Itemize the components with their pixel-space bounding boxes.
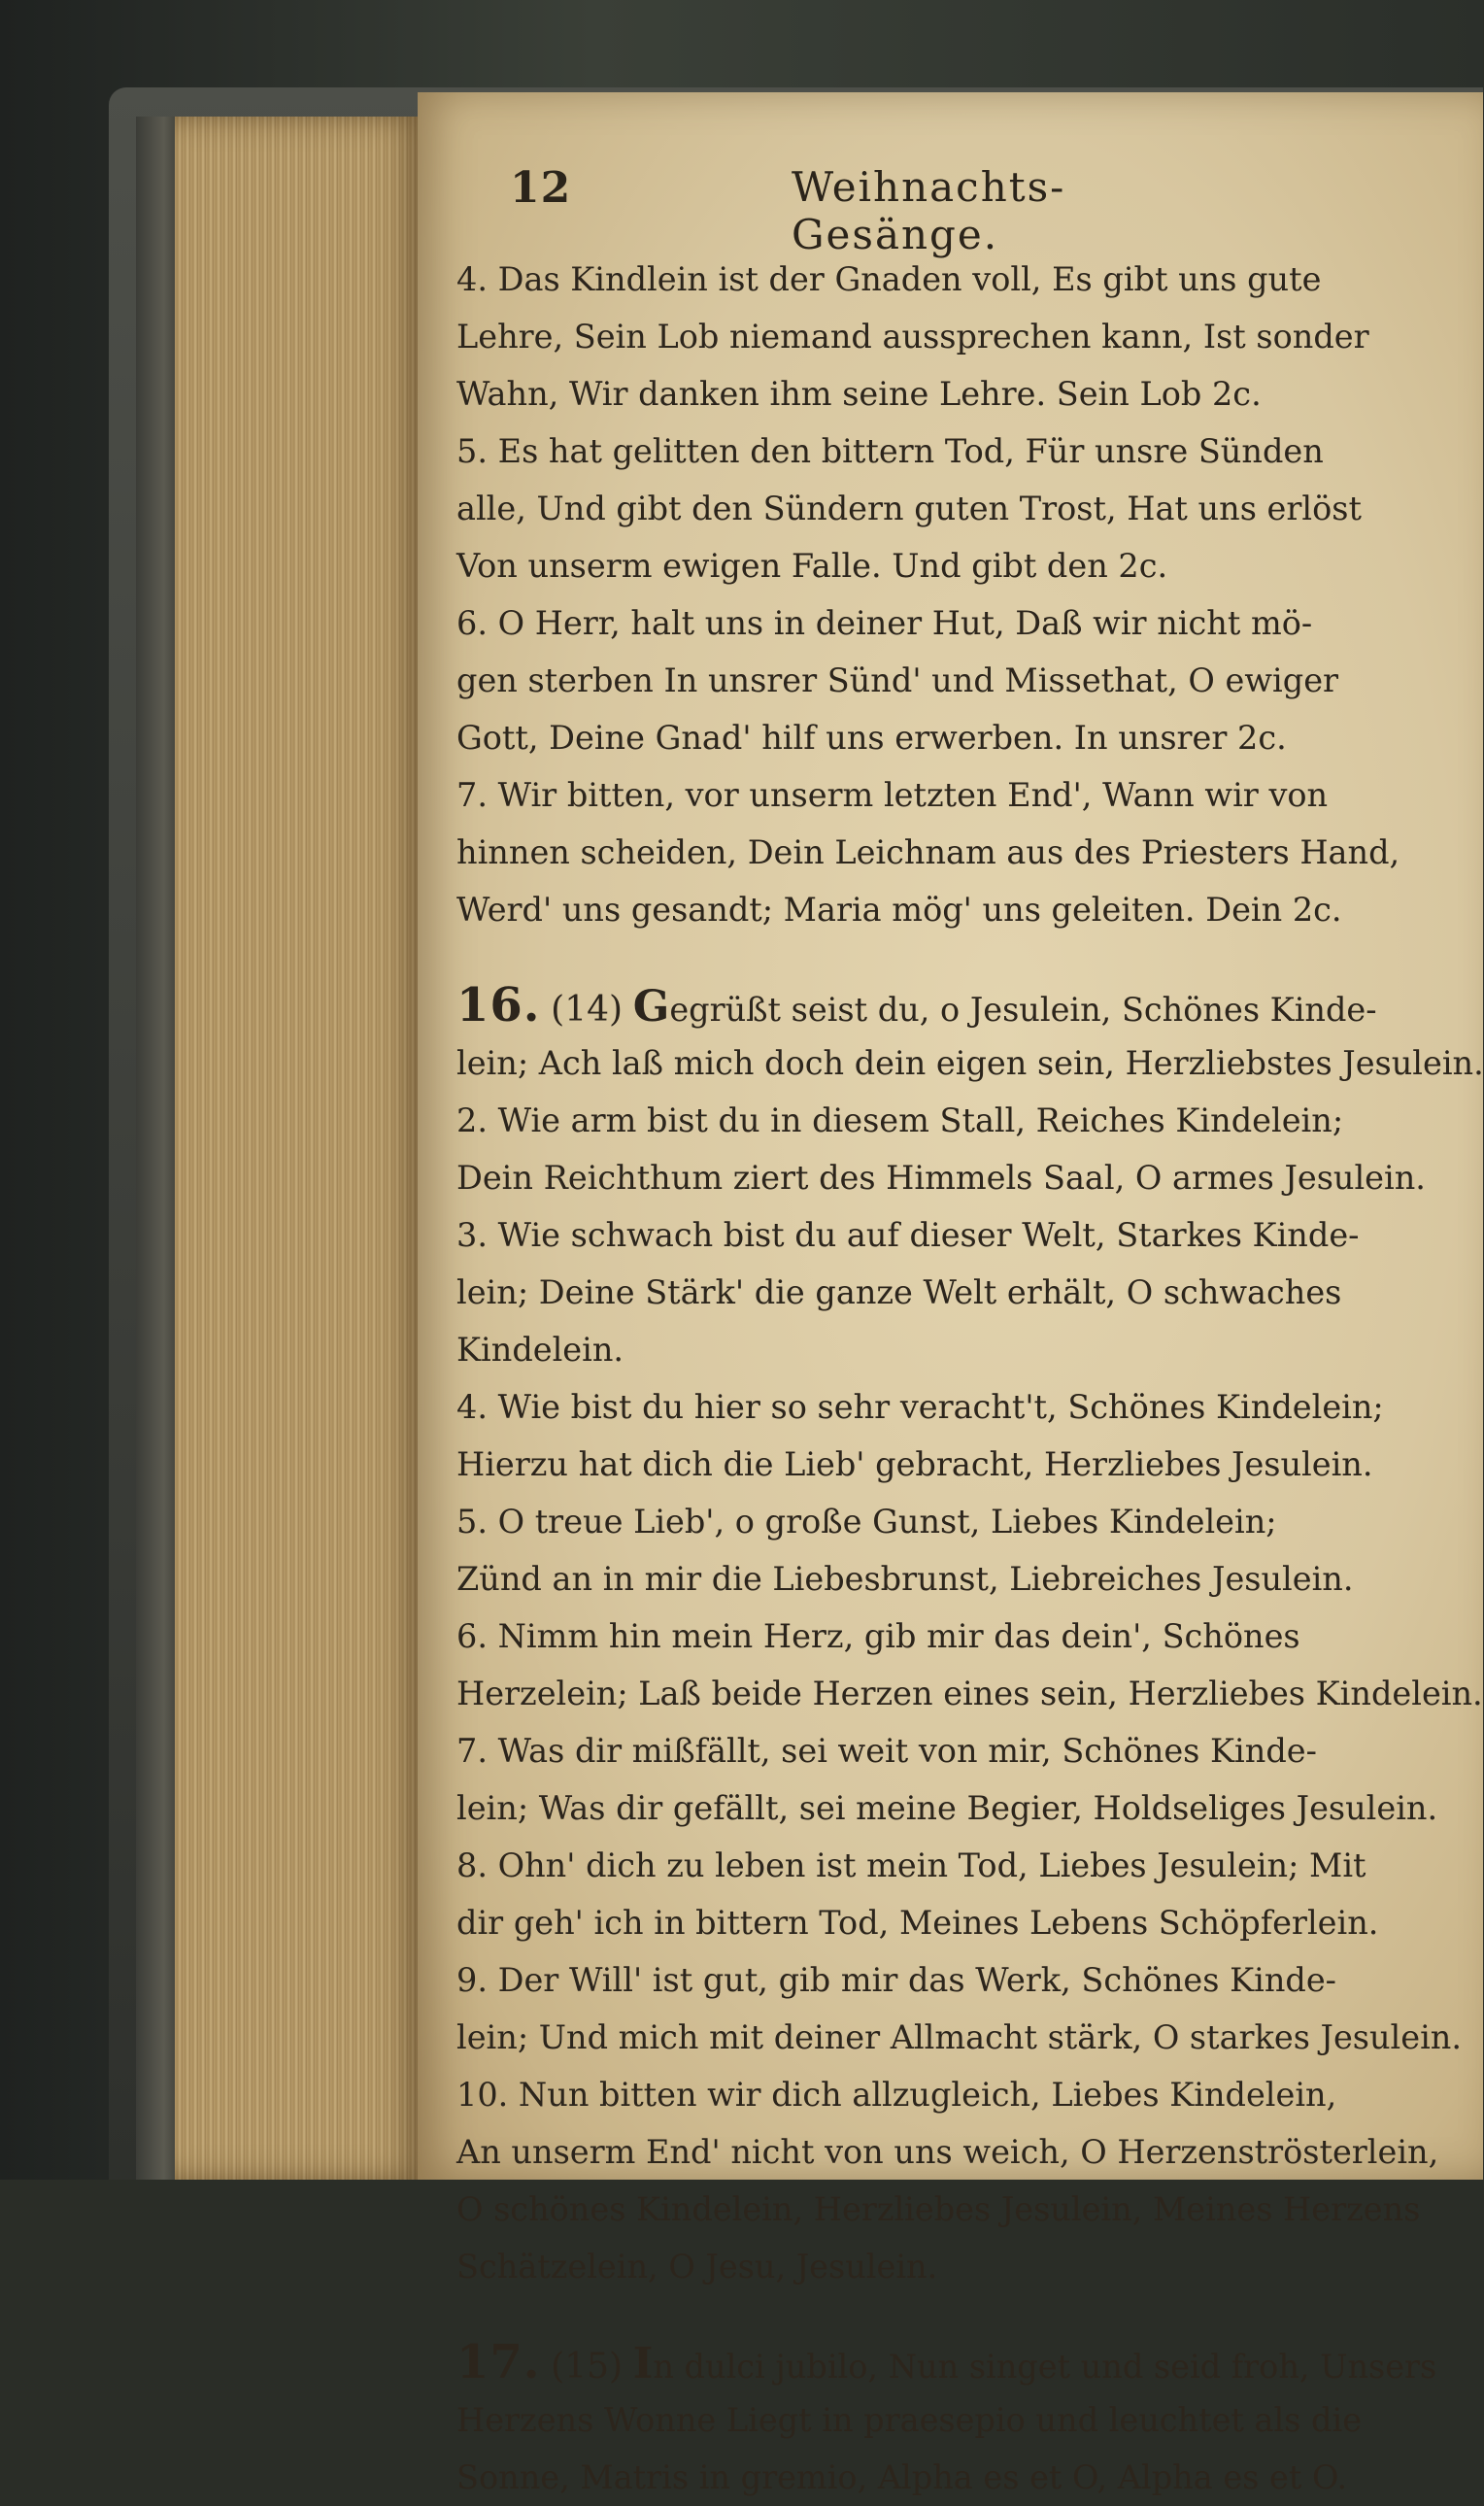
text-line: 5. Es hat gelitten den bittern Tod, Für unsre Sünden — [456, 432, 1324, 470]
text-line: 4. Das Kindlein ist der Gnaden voll, Es gibt uns gute — [456, 260, 1322, 298]
text-line: O schönes Kindelein, Herzliebes Jesulein, Meines Herzens — [456, 2190, 1421, 2228]
text-line: 3. Wie schwach bist du auf dieser Welt, Starkes Kinde- — [456, 1216, 1360, 1254]
running-title: Weihnachts-Gesänge. — [792, 163, 1066, 258]
text-line: Schätzelein, O Jesu, Jesulein. — [456, 2248, 938, 2286]
text-line: Herzelein; Laß beide Herzen eines sein, Herzliebes Kindelein. — [456, 1675, 1483, 1712]
page-edges — [175, 117, 427, 2180]
text-line: Hierzu hat dich die Lieb' gebracht, Herzliebes Jesulein. — [456, 1445, 1373, 1483]
text-line: Lehre, Sein Lob niemand aussprechen kann, Ist sonder — [456, 318, 1369, 356]
text-line: lein; Ach laß mich doch dein eigen sein, Herzliebstes Jesulein. — [456, 1044, 1484, 1082]
text-line: 6. O Herr, halt uns in deiner Hut, Daß wir nicht mö- — [456, 604, 1313, 642]
initial-letter: I — [632, 2339, 654, 2388]
text-line: dir geh' ich in bittern Tod, Meines Lebens Schöpferlein. — [456, 1904, 1379, 1942]
sequence-number: (15) — [551, 2347, 624, 2387]
text-line: 7. Was dir mißfällt, sei weit von mir, Schönes Kinde- — [456, 1732, 1317, 1770]
text-line: 6. Nimm hin mein Herz, gib mir das dein', Schönes — [456, 1617, 1300, 1655]
text-line: hinnen scheiden, Dein Leichnam aus des Priesters Hand, — [456, 833, 1400, 871]
text-line: 5. O treue Lieb', o große Gunst, Liebes Kindelein; — [456, 1503, 1277, 1541]
text-line: gen sterben In unsrer Sünd' und Missethat, O ewiger — [456, 661, 1339, 699]
section-gap — [456, 2295, 1437, 2334]
song-heading-line — [456, 2334, 1437, 2391]
text-line: alle, Und gibt den Sündern guten Trost, Hat uns erlöst — [456, 490, 1362, 527]
text-line: 7. Wir bitten, vor unserm letzten End', Wann wir von — [456, 776, 1329, 814]
song-number: 16. — [456, 978, 541, 1033]
text-line: Werd' uns gesandt; Maria mög' uns geleiten. Dein 2c. — [456, 891, 1342, 929]
text-line: 2. Wie arm bist du in diesem Stall, Reiches Kindelein; — [456, 1101, 1344, 1139]
text-line: An unserm End' nicht von uns weich, O Herzenströsterlein, — [456, 2133, 1439, 2171]
text-line: Von unserm ewigen Falle. Und gibt den 2c. — [456, 547, 1168, 585]
sequence-number: (14) — [551, 990, 624, 1030]
text-line: 9. Der Will' ist gut, gib mir das Werk, Schönes Kinde- — [456, 1961, 1336, 1999]
song-number: 17. — [456, 2335, 541, 2389]
song-17 — [456, 2334, 1437, 2506]
text-line: 4. Wie bist du hier so sehr veracht't, Schönes Kindelein; — [456, 1388, 1384, 1426]
page-header — [510, 163, 1190, 258]
text-line: n dulci jubilo, Nun singet und seid froh, Unsers — [653, 2348, 1437, 2386]
text-line: 10. Nun bitten wir dich allzugleich, Liebes Kindelein, — [456, 2076, 1337, 2114]
text-line: Wahn, Wir danken ihm seine Lehre. Sein Lob 2c. — [456, 375, 1262, 413]
text-line: lein; Deine Stärk' die ganze Welt erhält, O schwaches — [456, 1273, 1342, 1311]
text-line: Dein Reichthum ziert des Himmels Saal, O armes Jesulein. — [456, 1159, 1426, 1197]
text-line: lein; Was dir gefällt, sei meine Begier, Holdseliges Jesulein. — [456, 1789, 1438, 1827]
text-line: Sonne, Matris in gremio, Alpha es et O, Alpha es et O. — [456, 2458, 1348, 2496]
initial-letter: G — [632, 982, 670, 1032]
song-15-end — [456, 251, 1437, 938]
text-line: Zünd an in mir die Liebesbrunst, Liebreiches Jesulein. — [456, 1560, 1354, 1598]
text-line: Gott, Deine Gnad' hilf uns erwerben. In unsrer 2c. — [456, 719, 1287, 757]
text-line: lein; Und mich mit deiner Allmacht stärk, O starkes Jesulein. — [456, 2018, 1463, 2056]
song-16 — [456, 977, 1484, 2295]
text-line: Herzens Wonne Liegt in praesepio und leuchtet als die — [456, 2401, 1363, 2439]
text-line: 8. Ohn' dich zu leben ist mein Tod, Liebes Jesulein; Mit — [456, 1846, 1366, 1884]
text-line: Kindelein. — [456, 1331, 624, 1369]
section-gap — [456, 938, 1437, 977]
song-heading-line — [456, 977, 1437, 1034]
text-column — [456, 251, 1484, 2496]
text-line: egrüßt seist du, o Jesulein, Schönes Kinde- — [669, 991, 1377, 1029]
page-number: 12 — [510, 163, 572, 213]
